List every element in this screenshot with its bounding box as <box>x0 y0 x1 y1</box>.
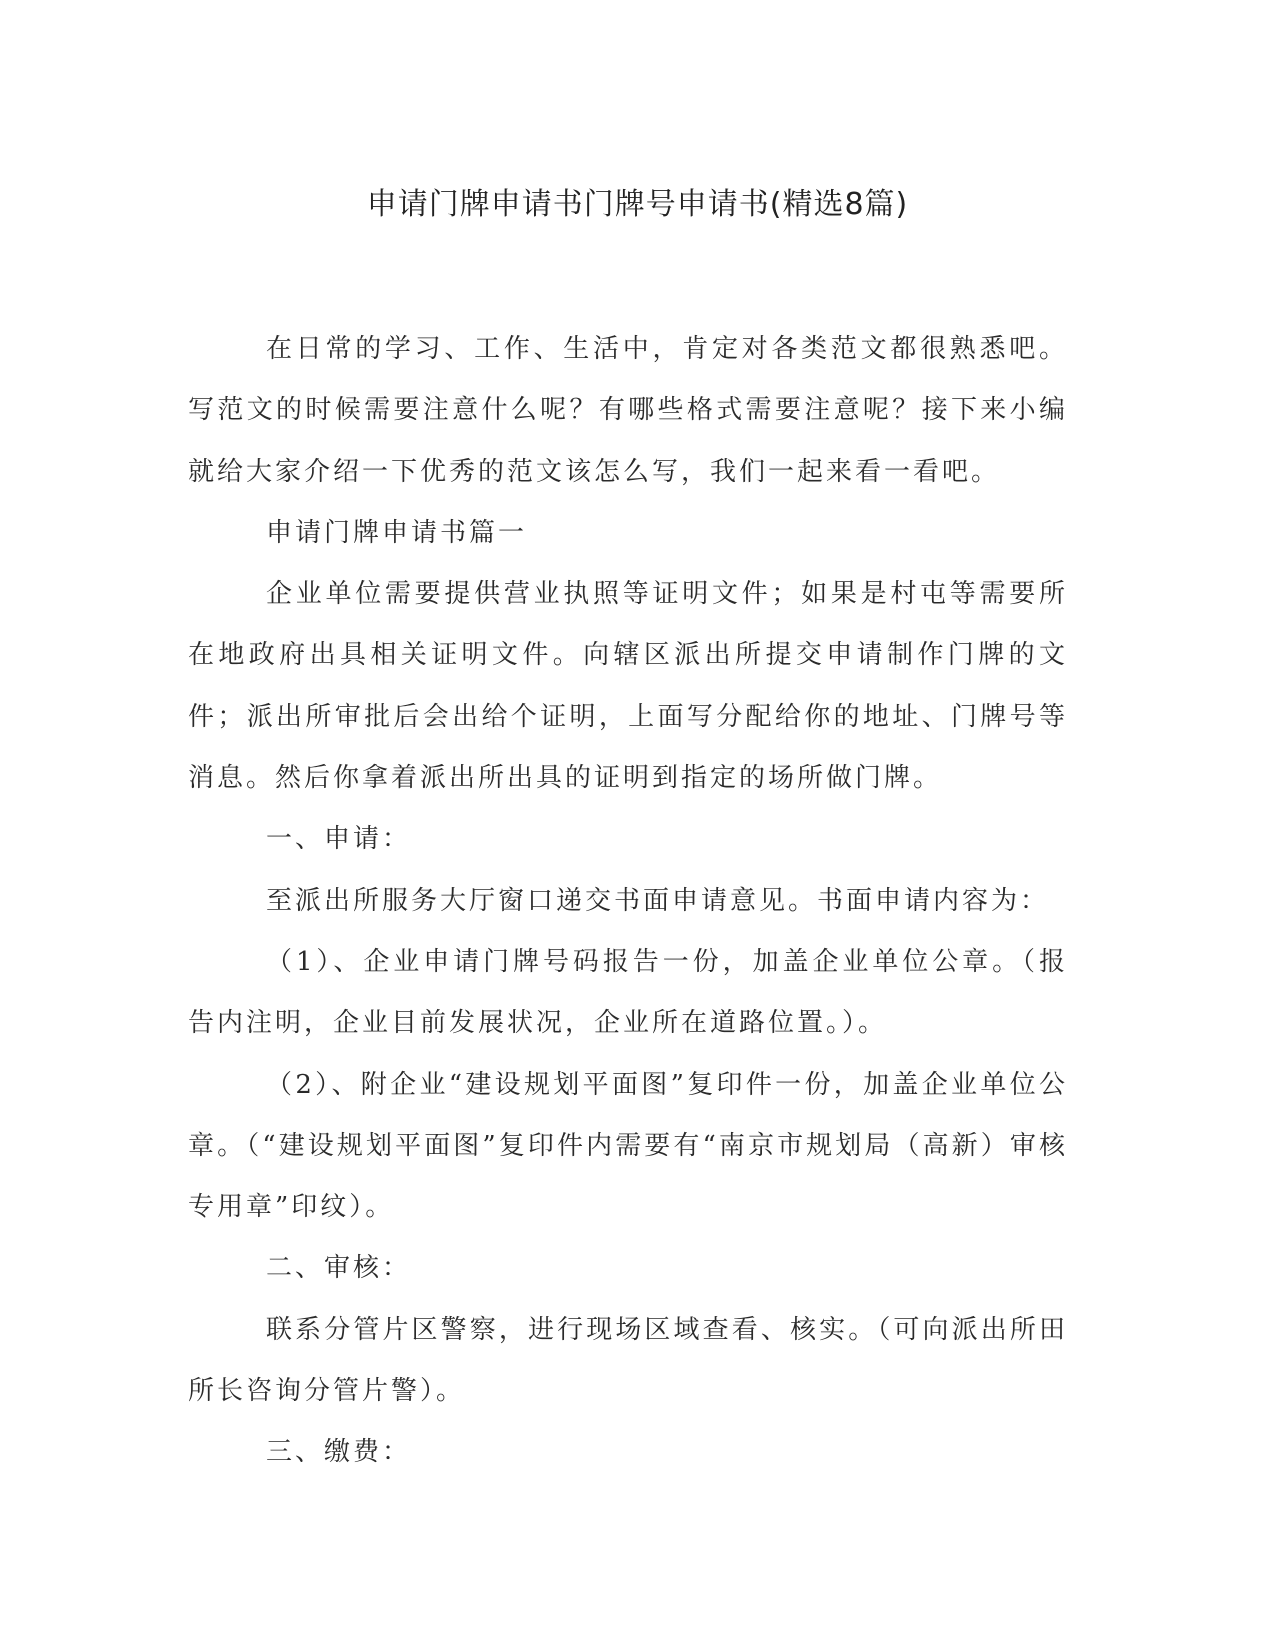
body-paragraph: 至派出所服务大厅窗口递交书面申请意见。书面申请内容为： <box>266 885 1050 916</box>
intro-paragraph: 在日常的学习、工作、生活中，肯定对各类范文都很熟悉吧。写范文的时候需要注意什么呢？有哪些格式需要注意呢？接下来小编就给大家介绍一下优秀的范文该怎么写，我们一起来看一看吧。 <box>188 334 1068 487</box>
document-body <box>188 319 1068 1484</box>
document-title: 申请门牌申请书门牌号申请书(精选8篇) <box>366 187 909 222</box>
body-paragraph: 企业单位需要提供营业执照等证明文件；如果是村屯等需要所在地政府出具相关证明文件。向辖区派出所提交申请制作门牌的文件；派出所审批后会出给个证明，上面写分配给你的地址、门牌号等消息。然后你拿着派出所出具的证明到指定的场所做门牌。 <box>188 579 1068 794</box>
list-item: （2）、附企业“建设规划平面图”复印件一份，加盖企业单位公章。（“建设规划平面图”复印件内需要有“南京市规划局（高新）审核专用章”印纹）。 <box>188 1069 1068 1223</box>
section-heading: 申请门牌申请书篇一 <box>266 517 528 548</box>
step-heading-payment: 三、缴费： <box>266 1437 412 1468</box>
list-item: （1）、企业申请门牌号码报告一份，加盖企业单位公章。（报告内注明，企业目前发展状况，企业所在道路位置。）。 <box>188 946 1068 1039</box>
step-heading-apply: 一、申请： <box>266 824 412 855</box>
step-heading-review: 二、审核： <box>266 1253 412 1284</box>
body-paragraph: 联系分管片区警察，进行现场区域查看、核实。（可向派出所田所长咨询分管片警）。 <box>188 1314 1068 1407</box>
